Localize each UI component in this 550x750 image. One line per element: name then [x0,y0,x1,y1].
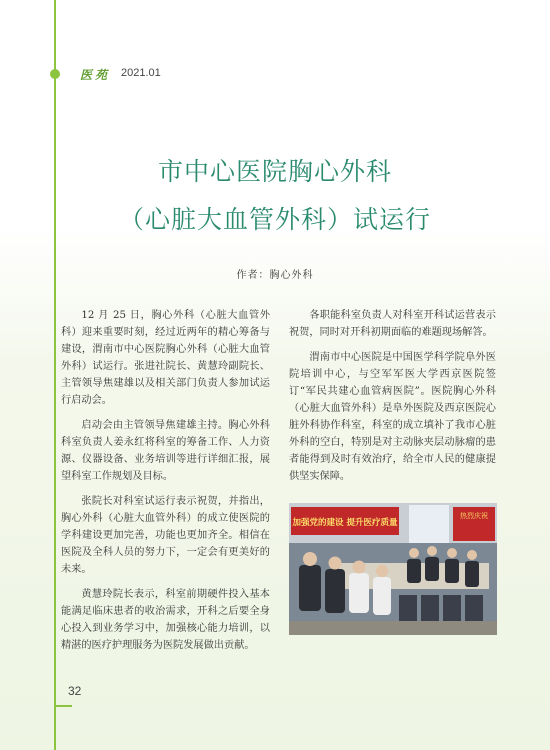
left-text-column [61,307,270,662]
paragraph: 各职能科室负责人对科室开科试运营表示祝贺，同时对开科初期面临的难题现场解答。 [289,310,496,338]
margin-rule [54,0,56,750]
paragraph: 12 月 25 日，胸心外科（心脏大血管外科）迎来重要时刻，经过近两年的精心筹备与建设，渭南市中心医院胸心外科（心脏大血管外科）试运行。张进社院长、黄慧玲副院长、主管领导焦建雄以及相关部门负责人参加试运行启动会。 [61,310,270,406]
page-number: 32 [68,684,82,698]
banner-right-text: 热烈庆祝 [460,512,488,520]
paragraph: 渭南市中心医院是中国医学科学院阜外医院培训中心，与空军军医大学西京医院签订“军民共建心血管病医院”。医院胸心外科（心脏大血管外科）是阜外医院及西京医院心脏外科协作科室，科室的成立填补了我市心脏外科的空白，特别是对主动脉夹层动脉瘤的患者能得到及时有效治疗，给全市人民的健康提供坚实保障。 [289,352,496,482]
header-bullet-dot [50,69,60,79]
article-title-line-1: 市中心医院胸心外科 [157,157,392,186]
paragraph: 黄慧玲院长表示，科室前期硬件投入基本能满足临床患者的收治需求，开科之后要全身心投入到业务学习中，加强核心能力培训，以精湛的医疗护理服务为医院发展做出贡献。 [61,589,270,651]
magazine-brand: 医苑 [80,68,111,82]
meeting-photo [289,503,497,635]
issue-date: 2021.01 [121,67,161,79]
banner-left-text: 加强党的建设 提升医疗质量 [292,518,398,528]
paragraph: 启动会由主管领导焦建雄主持。胸心外科科室负责人姜永红将科室的筹备工作、人力资源、仪器设备、业务培训等进行详细汇报，展望科室工作规划及目标。 [61,420,270,482]
paragraph: 张院长对科室试运行表示祝贺，并指出，胸心外科（心脏大血管外科）的成立使医院的学科建设更加完善，功能也更加齐全。相信在医院及全科人员的努力下，一定会有更美好的未来。 [61,496,270,575]
article-title-line-2: （心脏大血管外科）试运行 [118,205,431,234]
article-author: 作者：胸心外科 [236,270,314,281]
right-text-column [289,307,496,493]
page-number-rule [54,705,72,707]
